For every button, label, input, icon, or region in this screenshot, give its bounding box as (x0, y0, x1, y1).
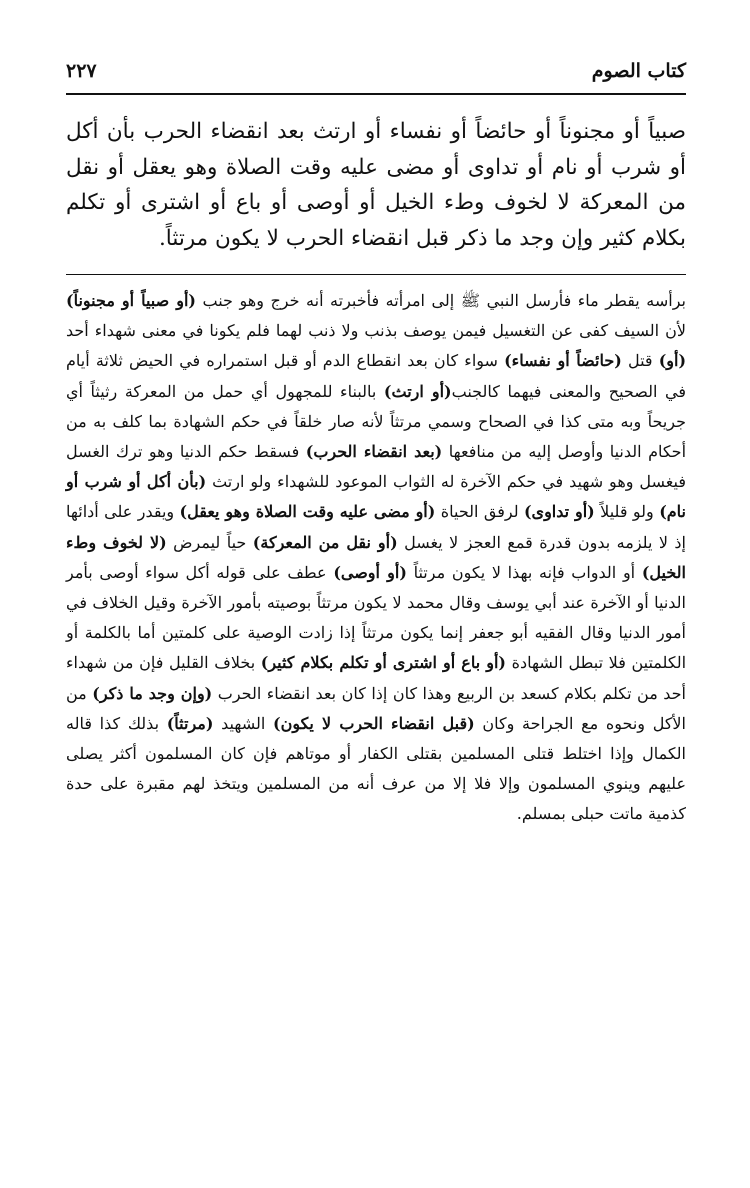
commentary-text: ولو قليلاً (594, 502, 660, 522)
commentary-paragraph (66, 286, 686, 830)
header-divider (66, 93, 686, 95)
commentary-text: بذلك كذا قاله الكمال وإذا اختلط قتلى المسلمين بقتلى الكفار أو موتاهم فإن كان المسلمون أكثر يصلى عليهم وينوي المسلمون وإلا فلا إلا من عرف أنه من المسلمين ويتخذ لهم مقبرة على حدة كذمية ماتت حبلى بمسلم. (66, 713, 686, 824)
commentary-divider (66, 274, 686, 275)
commentary-quoted-text: (أو أوصى) (333, 562, 407, 582)
commentary-quoted-text: (بعد انقضاء الحرب) (305, 442, 443, 462)
commentary-quoted-text: (أو مضى عليه وقت الصلاة وهو يعقل) (179, 502, 436, 522)
commentary-text: قتل (621, 351, 659, 371)
page-number: ٢٢٧ (66, 60, 97, 82)
commentary-quoted-text: (قبل انقضاء الحرب لا يكون) (273, 713, 475, 733)
commentary-text: الشهيد (213, 713, 273, 733)
commentary-quoted-text: (بأن أكل أو شرب أو نام) (66, 472, 686, 522)
commentary-quoted-text: (أو باع أو اشترى أو تكلم بكلام كثير) (260, 653, 506, 673)
commentary-quoted-text: (أو صبياً أو مجنوناً) (66, 291, 196, 310)
commentary-text: لأن السيف كفى عن التغسيل فيمن يوصف بذنب ولا ذنب لهما فلم يكونا في معنى شهداء أحد (66, 321, 686, 341)
commentary-text: سواء كان بعد انقطاع الدم أو قبل استمراره في الحيض ثلاثة أيام في الصحيح والمعنى فيهما كالجنب (66, 351, 687, 401)
main-text-paragraph: صبياً أو مجنوناً أو حائضاً أو نفساء أو ارتث بعد انقضاء الحرب بأن أكل أو شرب أو نام أو تداوى أو مضى عليه وقت الصلاة وهو يعقل أو نقل من المعركة لا لخوف وطء الخيل أو أوصى أو باع أو اشترى أو تكلم بكلام كثير وإن وجد ما ذكر قبل انقضاء الحرب لا يكون مرتثاً. (66, 119, 686, 251)
commentary-quoted-text: (مرتثاً) (166, 713, 214, 733)
commentary-quoted-text: (لا لخوف وطء الخيل) (66, 532, 686, 582)
commentary-text: من الأكل ونحوه مع الجراحة وكان (66, 683, 686, 733)
commentary-quoted-text: (وإن وجد ما ذكر) (92, 683, 213, 703)
commentary-text: عطف على قوله أكل سواء أوصى بأمر الدنيا أو الآخرة عند أبي يوسف وقال محمد لا يكون مرتثاً بوصيته بأمور الآخرة وقيل الخلاف في أمور الدنيا وقال الفقيه أبو جعفر إنما يكون مرتثاً إذا زادت الوصية على كلمتين أما بالكلمة أو الكلمتين فلا تبطل الشهادة (66, 562, 687, 673)
commentary-text: حياً ليمرض (166, 532, 253, 552)
commentary-quoted-text: (حائضاً أو نفساء) (504, 351, 622, 371)
commentary-text: لرفق الحياة (435, 502, 524, 522)
main-text-block (66, 114, 686, 256)
commentary-quoted-text: (أو) (658, 351, 687, 371)
page-header (66, 58, 686, 92)
commentary-text: برأسه يقطر ماء فأرسل النبي ﷺ إلى امرأته فأخبرته أنه خرج وهو جنب (195, 291, 686, 310)
commentary-text: فسقط حكم الدنيا وهو ترك الغسل فيغسل وهو شهيد في حكم الآخرة له الثواب الموعود للشهداء ولو ارتث (66, 442, 686, 492)
commentary-text: ويقدر على أدائها إذ لا يلزمه بدون قدرة قمع العجز لا يغسل (66, 502, 687, 552)
commentary-text: بالبناء للمجهول أي حمل من المعركة رثيثاً أي جريحاً وبه متى كذا في الصحاح وسمي مرتثاً لأنه صار خلقاً في حكم الشهادة بما كلف به من أحكام الدنيا وأوصل إليه من منافعها (66, 381, 687, 462)
commentary-text: بخلاف القليل فإن من شهداء أحد من تكلم بكلام كسعد بن الربيع وهذا كان إذا كان بعد انقضاء الحرب (66, 653, 687, 703)
commentary-block (66, 286, 686, 830)
commentary-quoted-text: (أو تداوى) (523, 502, 595, 522)
commentary-quoted-text: (أو نقل من المعركة) (252, 532, 398, 552)
book-chapter-title: كتاب الصوم (591, 60, 686, 82)
commentary-quoted-text: (أو ارتث) (383, 381, 452, 401)
commentary-text: أو الدواب فإنه بهذا لا يكون مرتثاً (406, 562, 642, 582)
